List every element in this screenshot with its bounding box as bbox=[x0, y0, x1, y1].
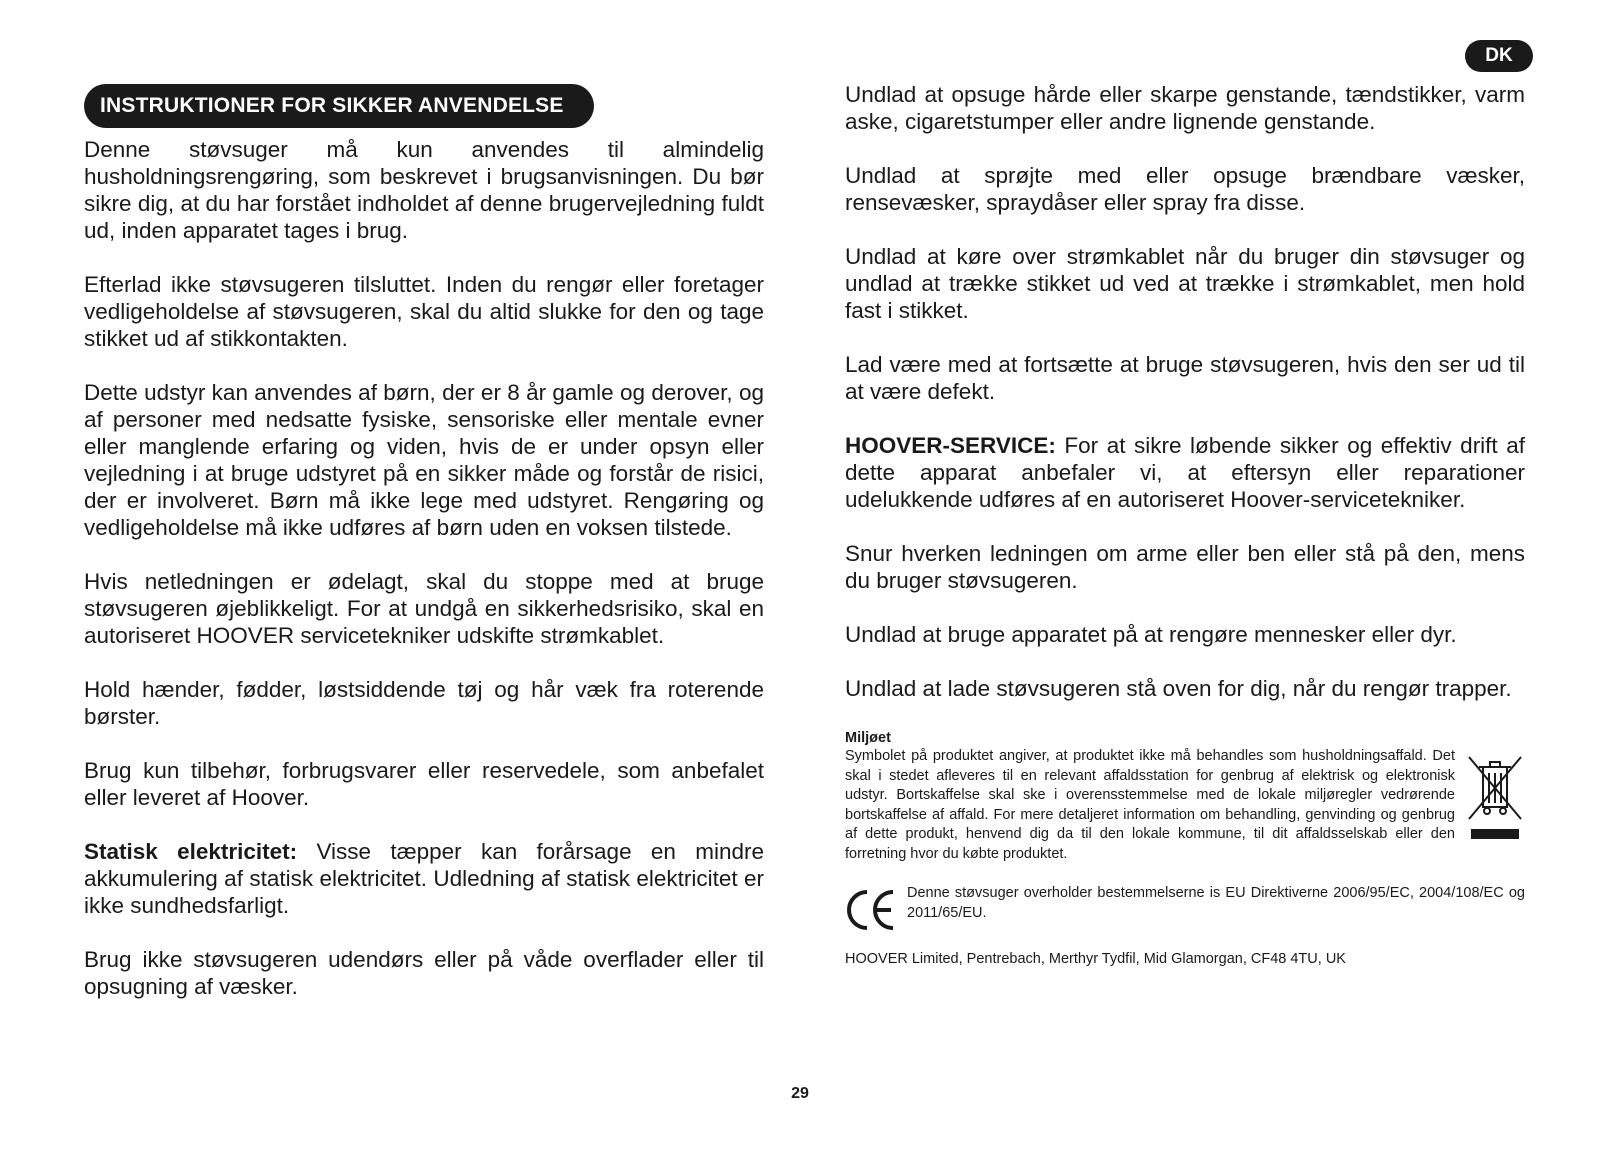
paragraph-intended-use: Denne støvsuger må kun anvendes til almindelig husholdningsrengøring, som beskrevet i brugsanvisningen. Du bør sikre dig, at du har forstået indholdet af denne brugervejledning fuldt ud, inden apparatet tages i brug. bbox=[84, 137, 764, 243]
paragraph-defect: Lad være med at fortsætte at bruge støvsugeren, hvis den ser ud til at være defekt. bbox=[845, 352, 1525, 404]
language-badge: DK bbox=[1465, 40, 1533, 72]
paragraph-cable: Undlad at køre over strømkablet når du bruger din støvsuger og undlad at trække stikket ud ved at trække i strømkablet, men hold fast i stikket. bbox=[845, 244, 1525, 323]
environment-section bbox=[845, 729, 1525, 864]
environment-title: Miljøet bbox=[845, 730, 891, 746]
static-text: Visse tæpper kan forårsage en mindre akkumulering af statisk elektricitet. Udledning af statisk elektricitet er ikke sundhedsfarligt. bbox=[84, 839, 764, 918]
paragraph-outdoor: Brug ikke støvsugeren udendørs eller på våde overflader eller til opsugning af væsker. bbox=[84, 947, 764, 999]
service-text: For at sikre løbende sikker og effektiv drift af dette apparat anbefaler vi, at eftersyn eller reparationer udelukkende udføres af en autoriseret Hoover-servicetekniker. bbox=[845, 433, 1525, 512]
static-label: Statisk elektricitet: bbox=[84, 839, 298, 864]
left-column bbox=[84, 78, 764, 1027]
paragraph-stairs: Undlad at lade støvsugeren stå oven for dig, når du rengør trapper. bbox=[845, 676, 1512, 701]
paragraph-service bbox=[845, 432, 1525, 513]
paragraph-flammable: Undlad at sprøjte med eller opsuge brændbare væsker, rensevæsker, spraydåser eller spray fra disse. bbox=[845, 163, 1525, 215]
paragraph-unplug: Efterlad ikke støvsugeren tilsluttet. Inden du rengør eller foretager vedligeholdelse af støvsugeren, skal du altid slukke for den og tage stikket ud af stikkontakten. bbox=[84, 272, 764, 351]
paragraph-cord-wrap: Snur hverken ledningen om arme eller ben eller stå på den, mens du bruger støvsugeren. bbox=[845, 541, 1525, 593]
paragraph-hard-objects: Undlad at opsuge hårde eller skarpe genstande, tændstikker, varm aske, cigaretstumper eller andre lignende genstande. bbox=[845, 82, 1525, 134]
page-number: 29 bbox=[791, 1085, 809, 1102]
paragraph-accessories: Brug kun tilbehør, forbrugsvarer eller reservedele, som anbefalet eller leveret af Hoover. bbox=[84, 758, 764, 810]
service-label: HOOVER-SERVICE: bbox=[845, 433, 1056, 458]
ce-text: Denne støvsuger overholder bestemmelserne is EU Direktiverne 2006/95/EC, 2004/108/EC og 2011/65/EU. bbox=[907, 885, 1525, 921]
ce-section bbox=[845, 884, 1525, 932]
section-heading: INSTRUKTIONER FOR SIKKER ANVENDELSE bbox=[84, 84, 594, 128]
paragraph-brushes: Hold hænder, fødder, løstsiddende tøj og hår væk fra roterende børster. bbox=[84, 677, 764, 729]
paragraph-people-animals: Undlad at bruge apparatet på at rengøre mennesker eller dyr. bbox=[845, 622, 1457, 647]
paragraph-children: Dette udstyr kan anvendes af børn, der er 8 år gamle og derover, og af personer med nedsatte fysiske, sensoriske eller mentale evner eller manglende erfaring og viden, hvis de er under opsyn eller vejledning i at bruge udstyret på en sikker måde og forstår de risici, der er involveret. Børn må ikke lege med udstyret. Rengøring og vedligeholdelse må ikke udføres af børn uden en voksen tilstede. bbox=[84, 380, 764, 540]
weee-crossed-bin-icon bbox=[1465, 753, 1525, 843]
environment-text: Symbolet på produktet angiver, at produktet ikke må behandles som husholdningsaffald. Det skal i stedet afleveres til en relevant affaldsstation for genbrug af elektrisk og elektronisk udstyr. Bortskaffelse skal ske i overensstemmelse med de lokale miljøregler vedrørende bortskaffelse af affald. For mere detaljeret information om behandling, genvinding og genbrug af dette produkt, henvend dig da til den lokale kommune, til dit affaldsselskab eller den forretning hvor du købte produktet. bbox=[845, 748, 1455, 862]
right-column bbox=[845, 81, 1525, 970]
paragraph-power-cord: Hvis netledningen er ødelagt, skal du stoppe med at bruge støvsugeren øjeblikkeligt. For at undgå en sikkerhedsrisiko, skal en autoriseret HOOVER servicetekniker udskifte strømkablet. bbox=[84, 569, 764, 648]
ce-mark-icon bbox=[845, 888, 897, 932]
paragraph-static bbox=[84, 838, 764, 919]
manufacturer-address: HOOVER Limited, Pentrebach, Merthyr Tydfil, Mid Glamorgan, CF48 4TU, UK bbox=[845, 951, 1346, 967]
